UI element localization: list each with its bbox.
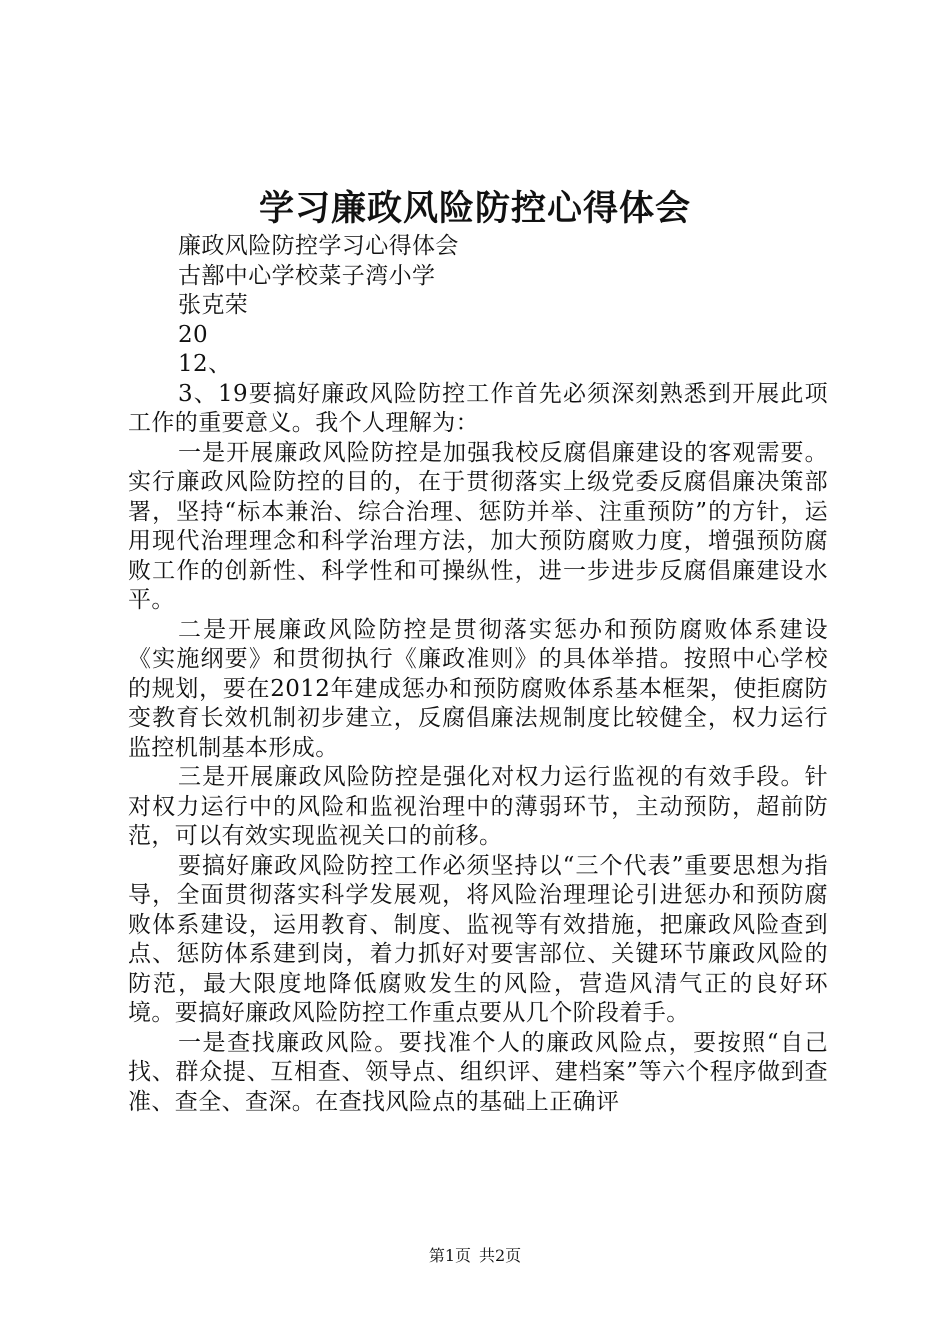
date-line: 12、 [178, 351, 232, 377]
author-line: 张克荣 [178, 292, 249, 318]
document-title: 学习廉政风险防控心得体会 [258, 188, 691, 229]
body-paragraph: 一是查找廉政风险。要找准个人的廉政风险点，要按照“自己找、群众提、互相查、领导点、组织评、建档案”等六个程序做到查准、查全、查深。在查找风险点的基础上正确评 [128, 1029, 828, 1115]
body-paragraph: 三是开展廉政风险防控是强化对权力运行监视的有效手段。针对权力运行中的风险和监视治理中的薄弱环节，主动预防，超前防范，可以有效实现监视关口的前移。 [128, 764, 828, 849]
subtitle-line: 廉政风险防控学习心得体会 [178, 233, 459, 259]
body-paragraph: 要搞好廉政风险防控工作必须坚持以“三个代表”重要思想为指导，全面贯彻落实科学发展观，将风险治理理论引进惩办和预防腐败体系建设，运用教育、制度、监视等有效措施，把廉政风险查到点、惩防体系建到岗，着力抓好对要害部位、关键环节廉政风险的防范，最大限度地降低腐败发生的风险，营造风清气正的良好环境。要搞好廉政风险防控工作重点要从几个阶段着手。 [128, 852, 828, 1026]
body-paragraph: 3、19要搞好廉政风险防控工作首先必须深刻熟悉到开展此项工作的重要意义。我个人理解为： [128, 380, 828, 436]
page-footer [0, 1244, 950, 1268]
page-total: 共2页 [479, 1246, 522, 1265]
page-number: 第1页 [428, 1246, 471, 1265]
body-paragraph: 一是开展廉政风险防控是加强我校反腐倡廉建设的客观需要。实行廉政风险防控的目的，在于贯彻落实上级党委反腐倡廉决策部署，坚持“标本兼治、综合治理、惩防并举、注重预防”的方针，运用现代治理理念和科学治理方法，加大预防腐败力度，增强预防腐败工作的创新性、科学性和可操纵性，进一步进步反腐倡廉建设水平。 [128, 439, 828, 613]
school-line: 古鄯中心学校菜子湾小学 [178, 262, 436, 289]
document-body [128, 232, 828, 1117]
date-line: 20 [178, 321, 209, 348]
body-paragraph: 二是开展廉政风险防控是贯彻落实惩办和预防腐败体系建设《实施纲要》和贯彻执行《廉政准则》的具体举措。按照中心学校的规划，要在2012年建成惩办和预防腐败体系基本框架，使拒腐防变教育长效机制初步建立，反腐倡廉法规制度比较健全，权力运行监控机制基本形成。 [128, 616, 828, 761]
